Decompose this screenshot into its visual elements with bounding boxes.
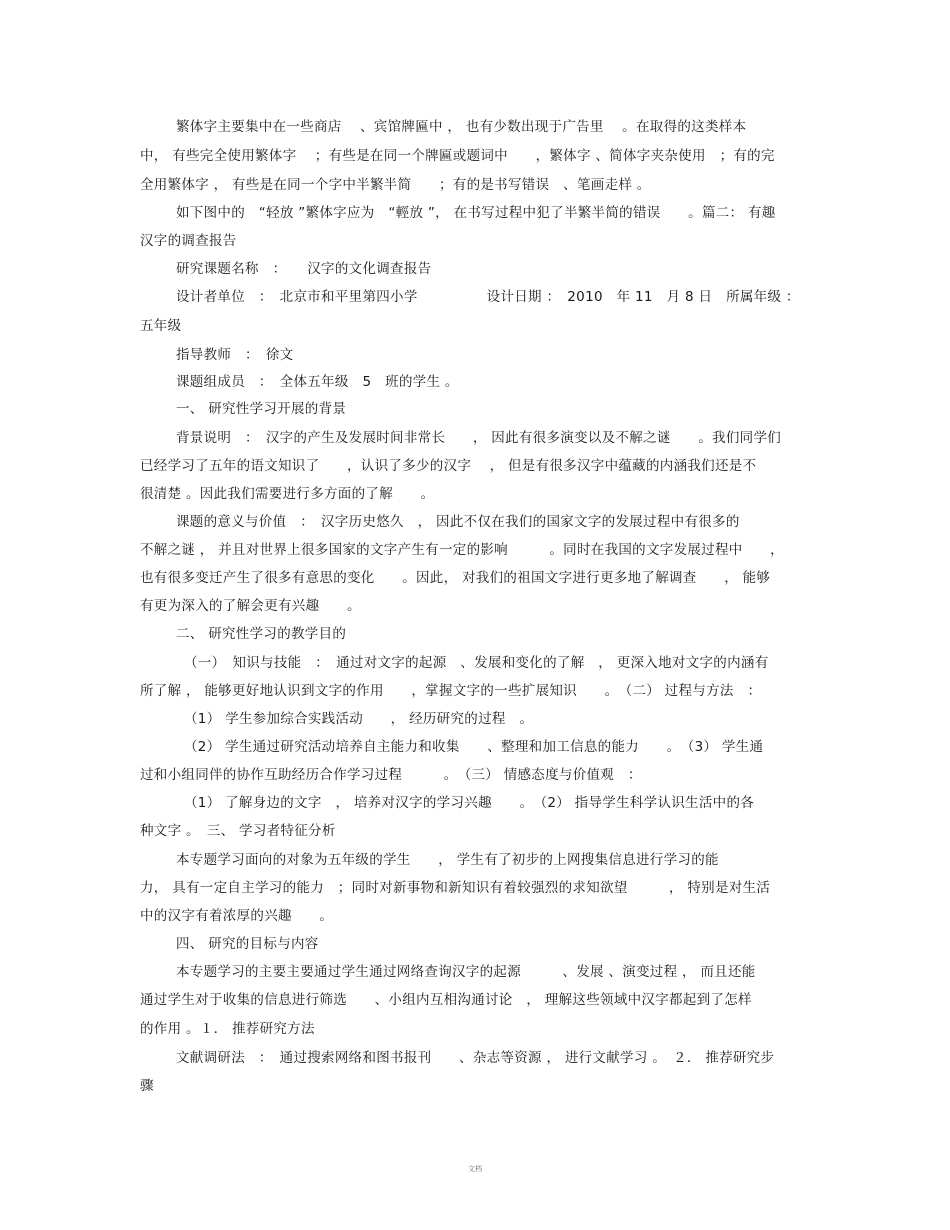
paragraph-line: 五年级 [140, 318, 182, 334]
paragraph-line: 文献调研法 ： 通过搜索网络和图书报刊 、杂志等资源 ， 进行文献学习 。 ２． 推荐研究步 [176, 1050, 775, 1066]
paragraph-line: （1） 学生参加综合实践活动 ， 经历研究的过程 。 [184, 711, 534, 727]
paragraph-line: 很清楚 。因此我们需要进行多方面的了解 。 [140, 486, 435, 502]
paragraph-line: 设计者单位 ： 北京市和平里第四小学 设计日期 ： 2010 年 11 月 8 日 所属年级 ： [176, 289, 800, 305]
paragraph-line: 如下图中的 “轻放 ”繁体字应为 “輕放 ”， 在书写过程中犯了半繁半简的错误 。篇二： 有趣 [176, 205, 776, 221]
paragraph-line: 本专题学习的主要主要通过学生通过网络查询汉字的起源 、发展 、演变过程 ， 而且还能 [176, 964, 756, 980]
paragraph-line: 背景说明 ： 汉字的产生及发展时间非常长 ， 因此有很多演变以及不解之谜 。我们同学们 [176, 430, 782, 446]
paragraph-line: 种文字 。 三、 学习者特征分析 [140, 823, 336, 839]
paragraph-line: （1） 了解身边的文字 ， 培养对汉字的学习兴趣 。 （2） 指导学生科学认识生活中的各 [184, 795, 755, 811]
paragraph-line: 有更为深入的了解会更有兴趣 。 [140, 598, 361, 614]
paragraph-line: 力， 具有一定自主学习的能力 ；同时对新事物和新知识有着较强烈的求知欲望 ， 特别是对生活 [140, 880, 771, 896]
paragraph-line: 研究课题名称 ： 汉字的文化调查报告 [176, 261, 432, 277]
paragraph-line: 课题的意义与价值 ： 汉字历史悠久 ， 因此不仅在我们的国家文字的发展过程中有很多的 [176, 514, 740, 530]
paragraph-line: 中， 有些完全使用繁体字 ；有些是在同一个牌匾或题词中 ，繁体字 、简体字夹杂使用 ；有的完 [140, 148, 775, 164]
paragraph-line: 中的汉字有着浓厚的兴趣 。 [140, 908, 334, 924]
paragraph-line: 繁体字主要集中在一些商店 、宾馆牌匾中 ， 也有少数出现于广告里 。在取得的这类样本 [176, 119, 747, 135]
section-heading: 二、 研究性学习的教学目的 [176, 626, 347, 642]
paragraph-line: 通过学生对于收集的信息进行筛选 、小组内互相沟通讨论 ， 理解这些领域中汉字都起到了怎样 [140, 992, 752, 1008]
paragraph-line: 已经学习了五年的语文知识了 ，认识了多少的汉字 ， 但是有很多汉字中蕴藏的内涵我们还是不 [140, 458, 757, 474]
paragraph-line: 的作用 。１． 推荐研究方法 [140, 1021, 315, 1037]
paragraph-line: （一） 知识与技能 ： 通过对文字的起源 、发展和变化的了解 ， 更深入地对文字的内涵有 [184, 655, 769, 671]
page-footer: 文档 [468, 1165, 482, 1173]
section-heading: 四、 研究的目标与内容 [176, 936, 319, 952]
paragraph-line: 不解之谜 ， 并且对世界上很多国家的文字产生有一定的影响 。同时在我国的文字发展过程中 ， [140, 542, 784, 558]
paragraph-line: 也有很多变迁产生了很多有意思的变化 。因此， 对我们的祖国文字进行更多地了解调查 ， 能够 [140, 570, 771, 586]
paragraph-line: 过和小组同伴的协作互助经历合作学习过程 。 （三） 情感态度与价值观 ： [140, 767, 642, 783]
paragraph-line: 指导教师 ： 徐文 [176, 347, 294, 363]
paragraph-line: （2） 学生通过研究活动培养自主能力和收集 、整理和加工信息的能力 。 （3） 学生通 [184, 739, 764, 755]
paragraph-line: 全用繁体字 ， 有些是在同一个字中半繁半简 ；有的是书写错误 、笔画走样 。 [140, 177, 651, 193]
section-heading: 一、 研究性学习开展的背景 [176, 401, 347, 417]
paragraph-line: 所了解 ， 能够更好地认识到文字的作用 ，掌握文字的一些扩展知识 。 （二） 过程与方法 ： [140, 683, 762, 699]
paragraph-line: 课题组成员 ： 全体五年级 5 班的学生 。 [176, 374, 459, 390]
paragraph-line: 骤 [140, 1078, 154, 1094]
paragraph-line: 本专题学习面向的对象为五年级的学生 ， 学生有了初步的上网搜集信息进行学习的能 [176, 852, 719, 868]
paragraph-line: 汉字的调查报告 [140, 233, 237, 249]
